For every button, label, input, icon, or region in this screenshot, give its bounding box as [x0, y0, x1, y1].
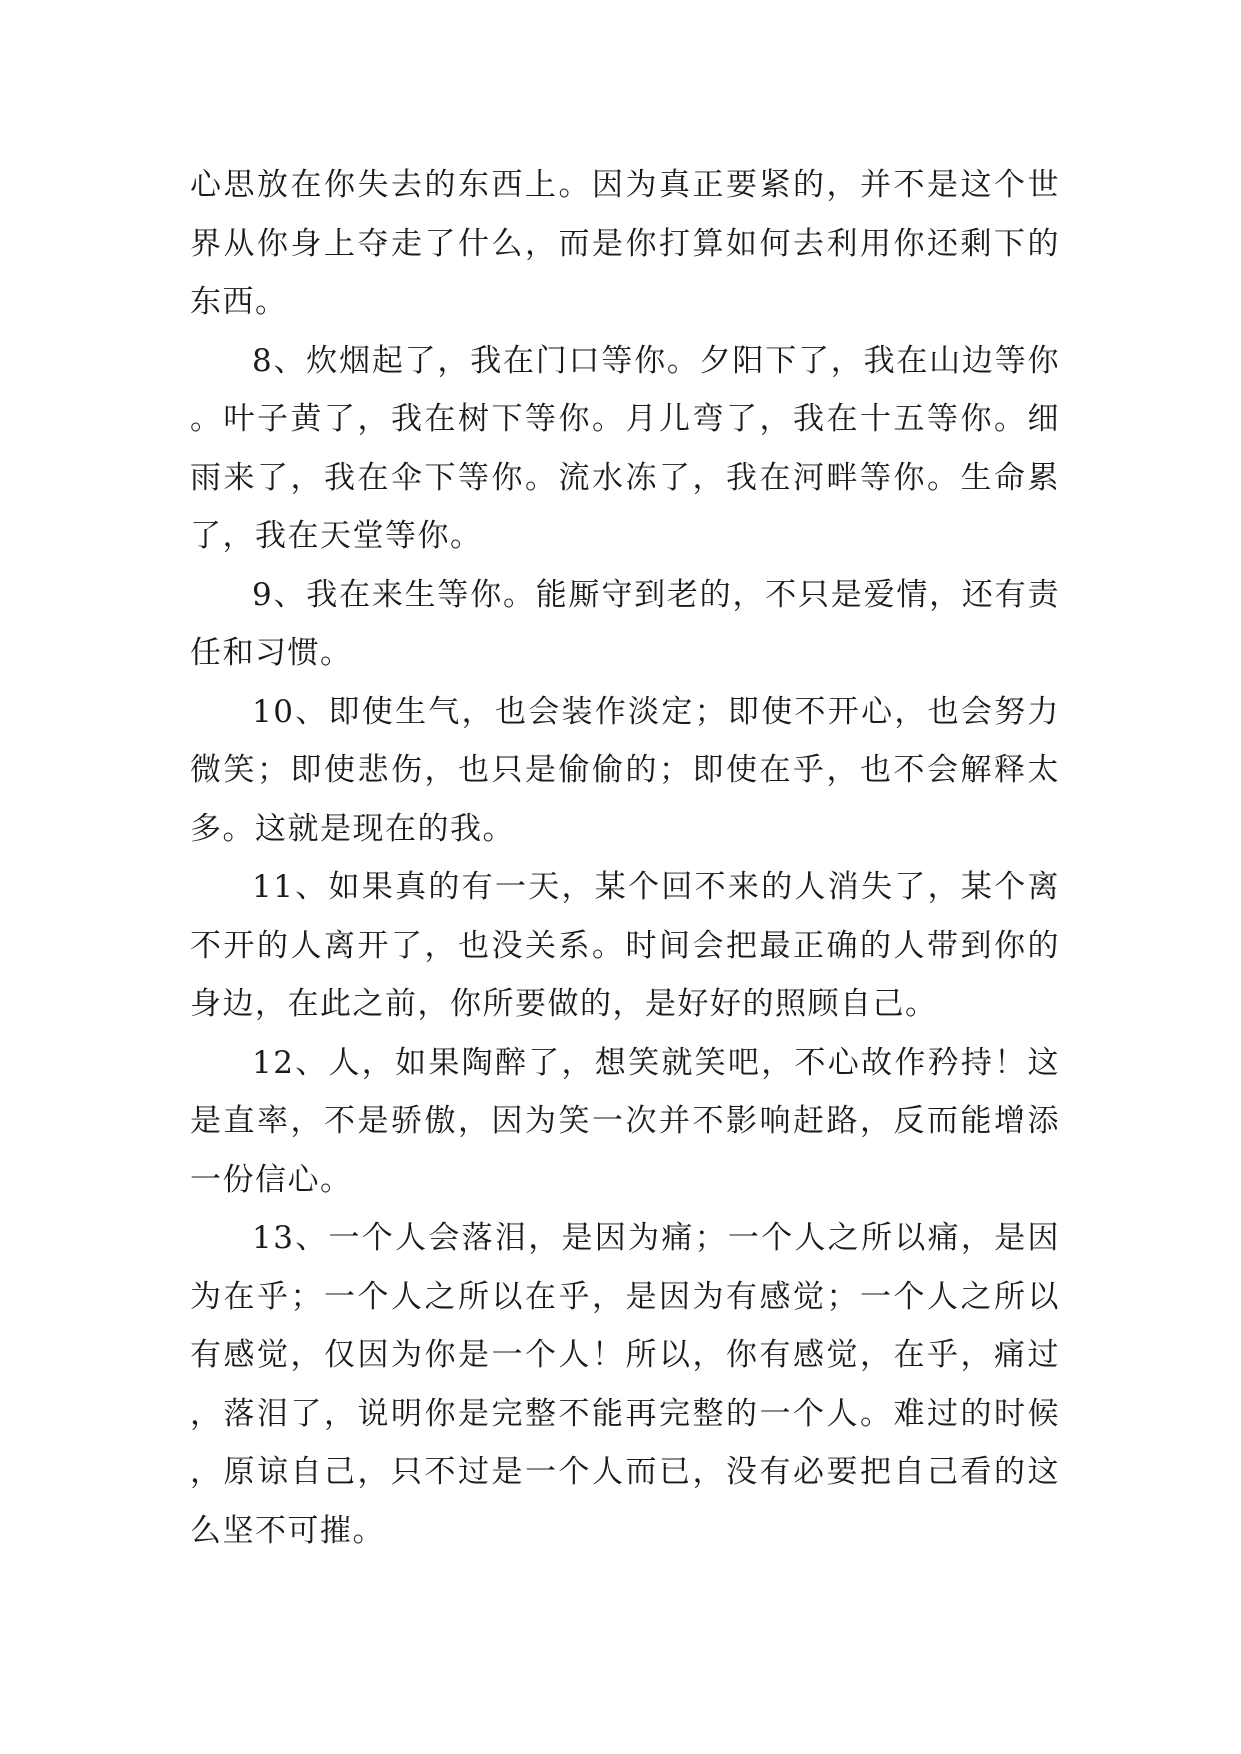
- paragraph-item-11: 11、如果真的有一天，某个回不来的人消失了，某个离不开的人离开了，也没关系。时间会把最正确的人带到你的身边，在此之前，你所要做的，是好好的照顾自己。: [190, 869, 1060, 1022]
- paragraph-continuation: 心思放在你失去的东西上。因为真正要紧的，并不是这个世界从你身上夺走了什么，而是你打算如何去利用你还剩下的东西。: [190, 167, 1060, 320]
- paragraph-item-9: 9、我在来生等你。能厮守到老的，不只是爱情，还有责任和习惯。: [190, 576, 1060, 671]
- paragraph-item-8: 8、炊烟起了，我在门口等你。夕阳下了，我在山边等你。叶子黄了，我在树下等你。月儿弯了，我在十五等你。细雨来了，我在伞下等你。流水冻了，我在河畔等你。生命累了，我在天堂等你。: [190, 342, 1060, 554]
- document-body: [190, 156, 1060, 1560]
- paragraph-item-10: 10、即使生气，也会装作淡定；即使不开心，也会努力微笑；即使悲伤，也只是偷偷的；即使在乎，也不会解释太多。这就是现在的我。: [190, 693, 1060, 847]
- paragraph-item-13: 13、一个人会落泪，是因为痛；一个人之所以痛，是因为在乎；一个人之所以在乎，是因为有感觉；一个人之所以有感觉，仅因为你是一个人！所以，你有感觉，在乎，痛过，落泪了，说明你是完整不能再完整的一个人。难过的时候，原谅自己，只不过是一个人而已，没有必要把自己看的这么坚不可摧。: [190, 1220, 1060, 1549]
- paragraph-item-12: 12、人，如果陶醉了，想笑就笑吧，不心故作矜持！这是直率，不是骄傲，因为笑一次并不影响赶路，反而能增添一份信心。: [190, 1044, 1060, 1198]
